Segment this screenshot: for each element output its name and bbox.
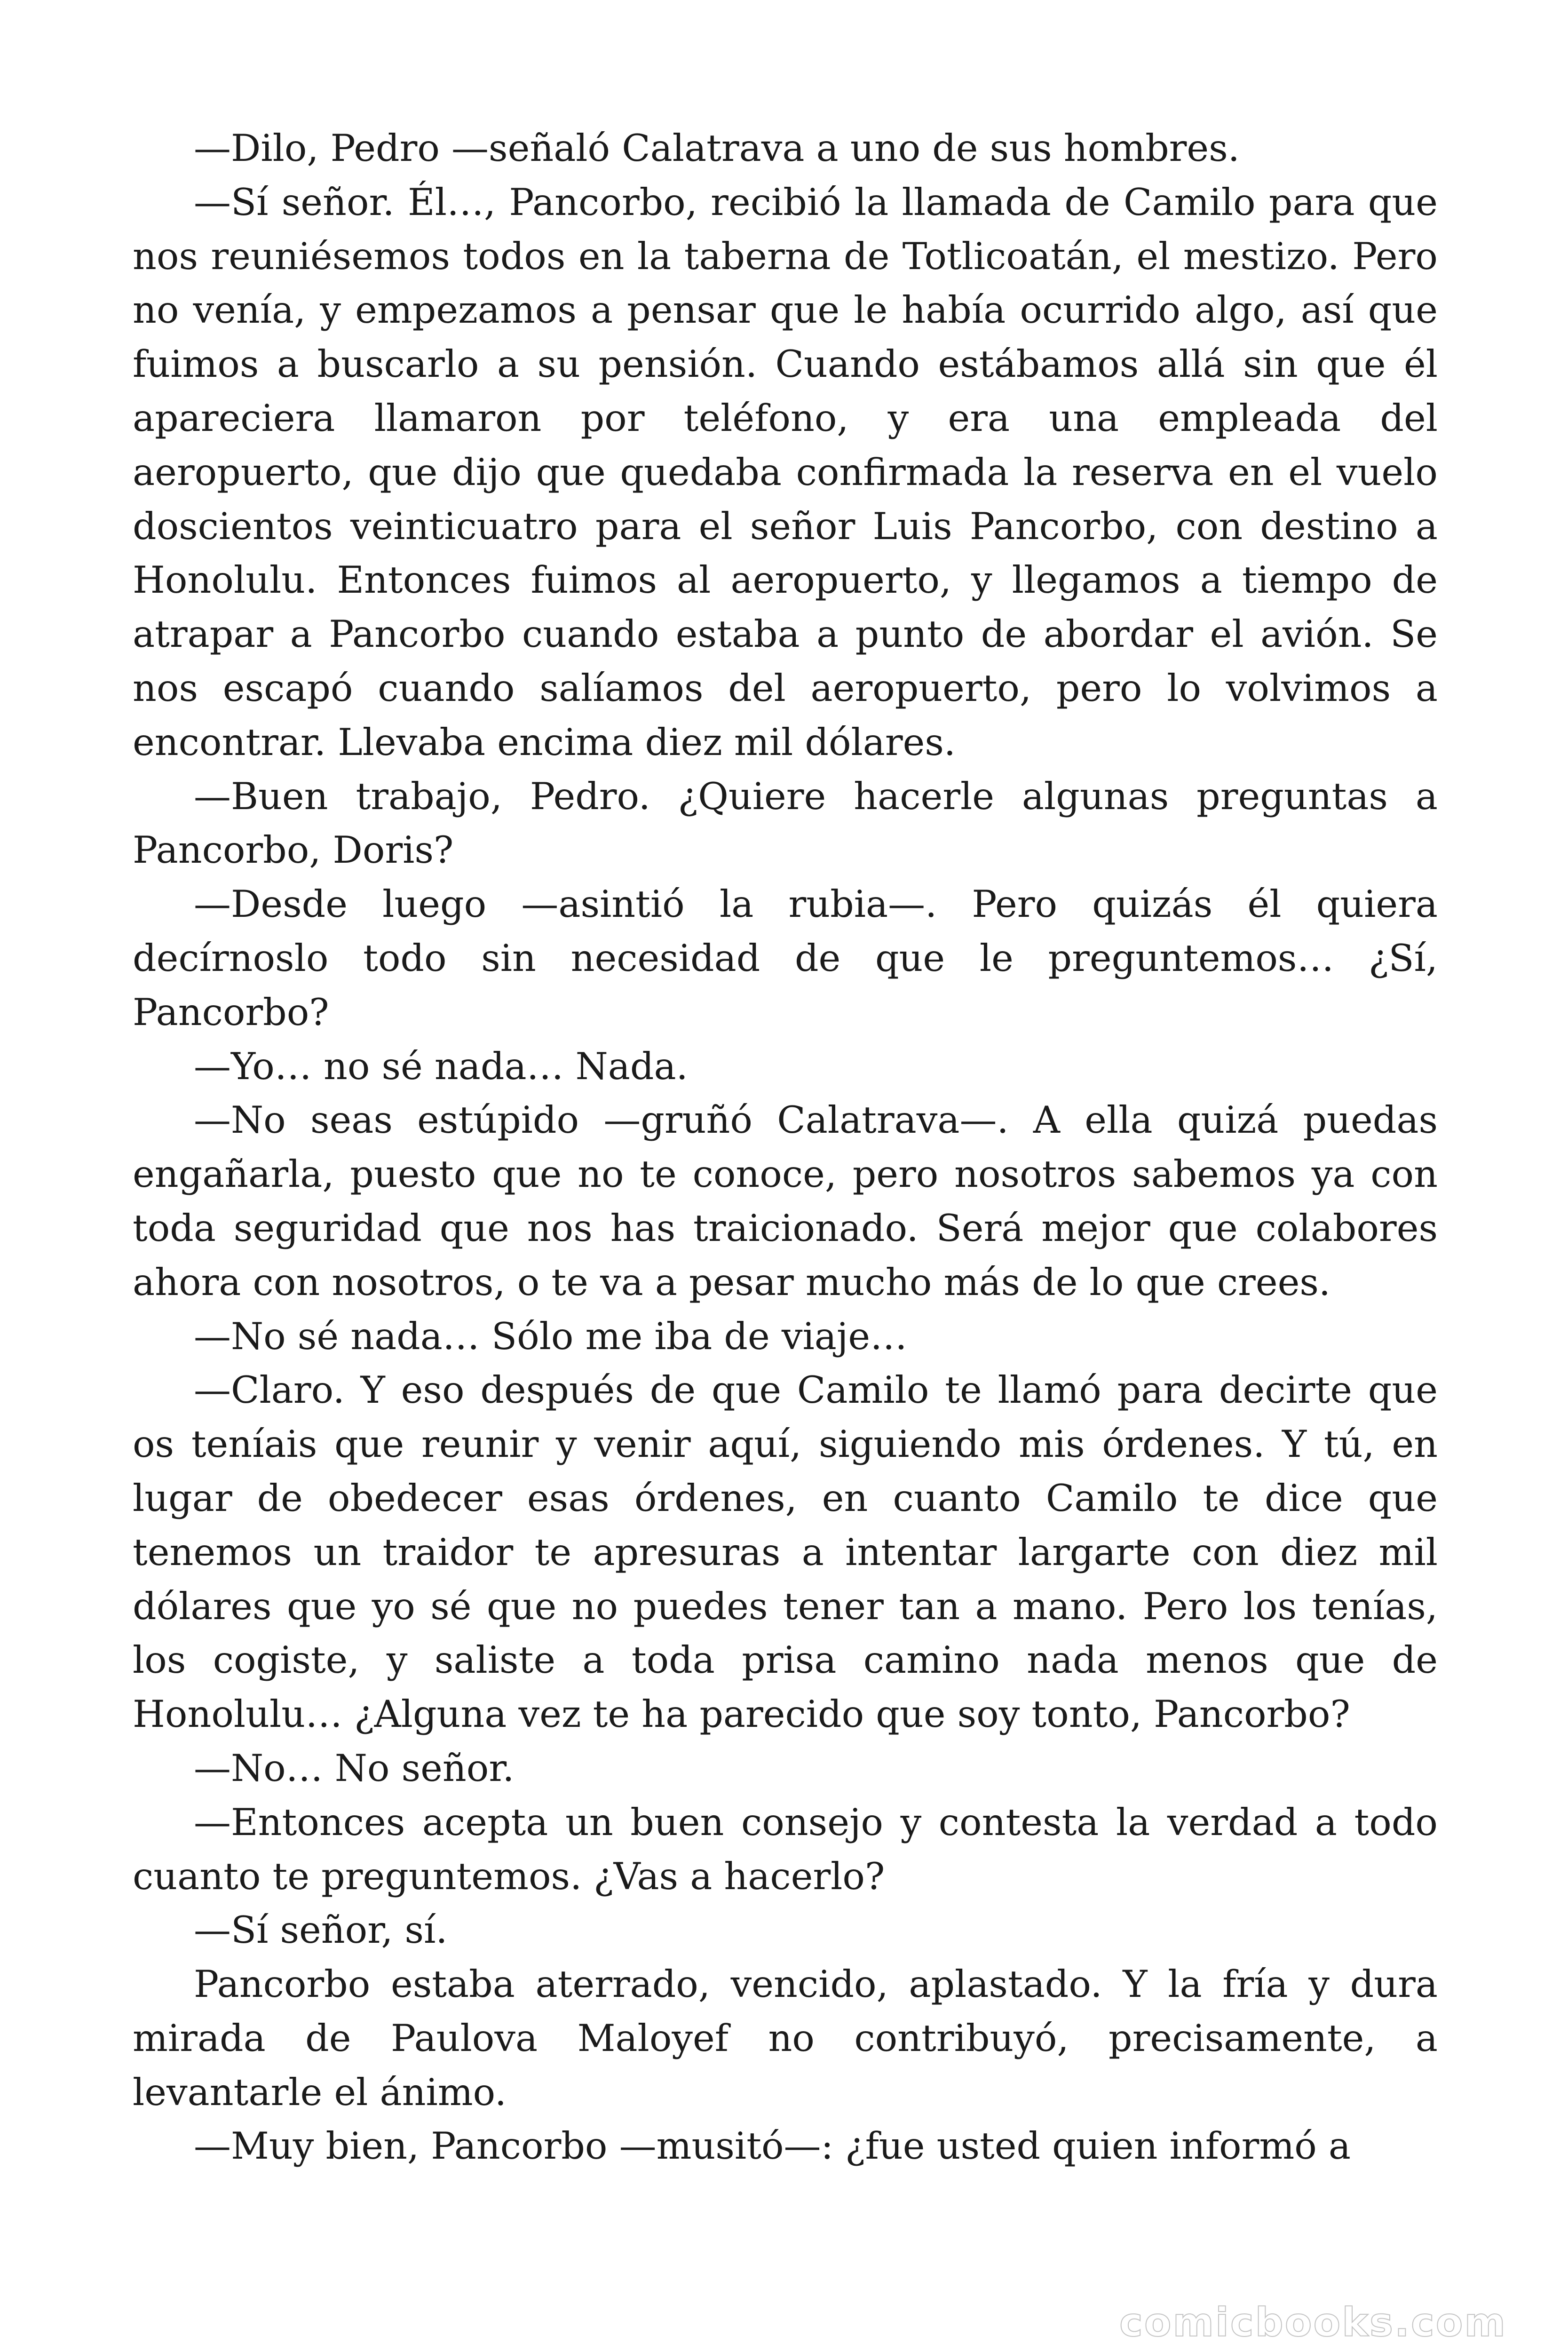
- paragraph: —No… No señor.: [194, 1746, 515, 1790]
- paragraph: —Entonces acepta un buen consejo y contesta la verdad a todo cuanto te preguntemos. ¿Vas a hacerlo?: [133, 1800, 1438, 1898]
- paragraph: —Desde luego —asintió la rubia—. Pero quizás él quiera decírnoslo todo sin necesidad de que le preguntemos… ¿Sí, Pancorbo?: [133, 882, 1438, 1034]
- paragraph: —No seas estúpido —gruñó Calatrava—. A ella quizá puedas engañarla, puesto que no te conoce, pero nosotros sabemos ya con toda seguridad que nos has traicionado. Será mejor que colabores ahora con nosotros, o te va a pesar mucho más de lo que crees.: [133, 1098, 1438, 1304]
- paragraph: —Yo… no sé nada… Nada.: [194, 1044, 688, 1088]
- paragraph: —Sí señor, sí.: [194, 1908, 448, 1952]
- watermark: comicbooks.com: [1119, 2299, 1507, 2345]
- paragraph: —Dilo, Pedro —señaló Calatrava a uno de sus hombres.: [194, 127, 1240, 170]
- paragraph: —Buen trabajo, Pedro. ¿Quiere hacerle algunas preguntas a Pancorbo, Doris?: [133, 774, 1438, 872]
- paragraph: Pancorbo estaba aterrado, vencido, aplastado. Y la fría y dura mirada de Paulova Maloyef no contribuyó, precisamente, a levantarle el ánimo.: [133, 1963, 1438, 2114]
- body-text: [133, 121, 1438, 2173]
- paragraph: —Claro. Y eso después de que Camilo te llamó para decirte que os teníais que reunir y venir aquí, siguiendo mis órdenes. Y tú, en lugar de obedecer esas órdenes, en cuanto Camilo te dice que tenemos un traidor te apresuras a intentar largarte con diez mil dólares que yo sé que no puedes tener tan a mano. Pero los tenías, los cogiste, y saliste a toda prisa camino nada menos que de Honolulu… ¿Alguna vez te ha parecido que soy tonto, Pancorbo?: [133, 1368, 1438, 1736]
- paragraph: —Sí señor. Él…, Pancorbo, recibió la llamada de Camilo para que nos reuniésemos todos en la taberna de Totlicoatán, el mestizo. Pero no venía, y empezamos a pensar que le había ocurrido algo, así que fuimos a buscarlo a su pensión. Cuando estábamos allá sin que él apareciera llamaron por teléfono, y era una empleada del aeropuerto, que dijo que quedaba confirmada la reserva en el vuelo doscientos veinticuatro para el señor Luis Pancorbo, con destino a Honolulu. Entonces fuimos al aeropuerto, y llegamos a tiempo de atrapar a Pancorbo cuando estaba a punto de abordar el avión. Se nos escapó cuando salíamos del aeropuerto, pero lo volvimos a encontrar. Llevaba encima diez mil dólares.: [133, 180, 1438, 764]
- paragraph: —No sé nada… Sólo me iba de viaje…: [194, 1314, 908, 1358]
- paragraph: —Muy bien, Pancorbo —musitó—: ¿fue usted quien informó a: [194, 2124, 1351, 2168]
